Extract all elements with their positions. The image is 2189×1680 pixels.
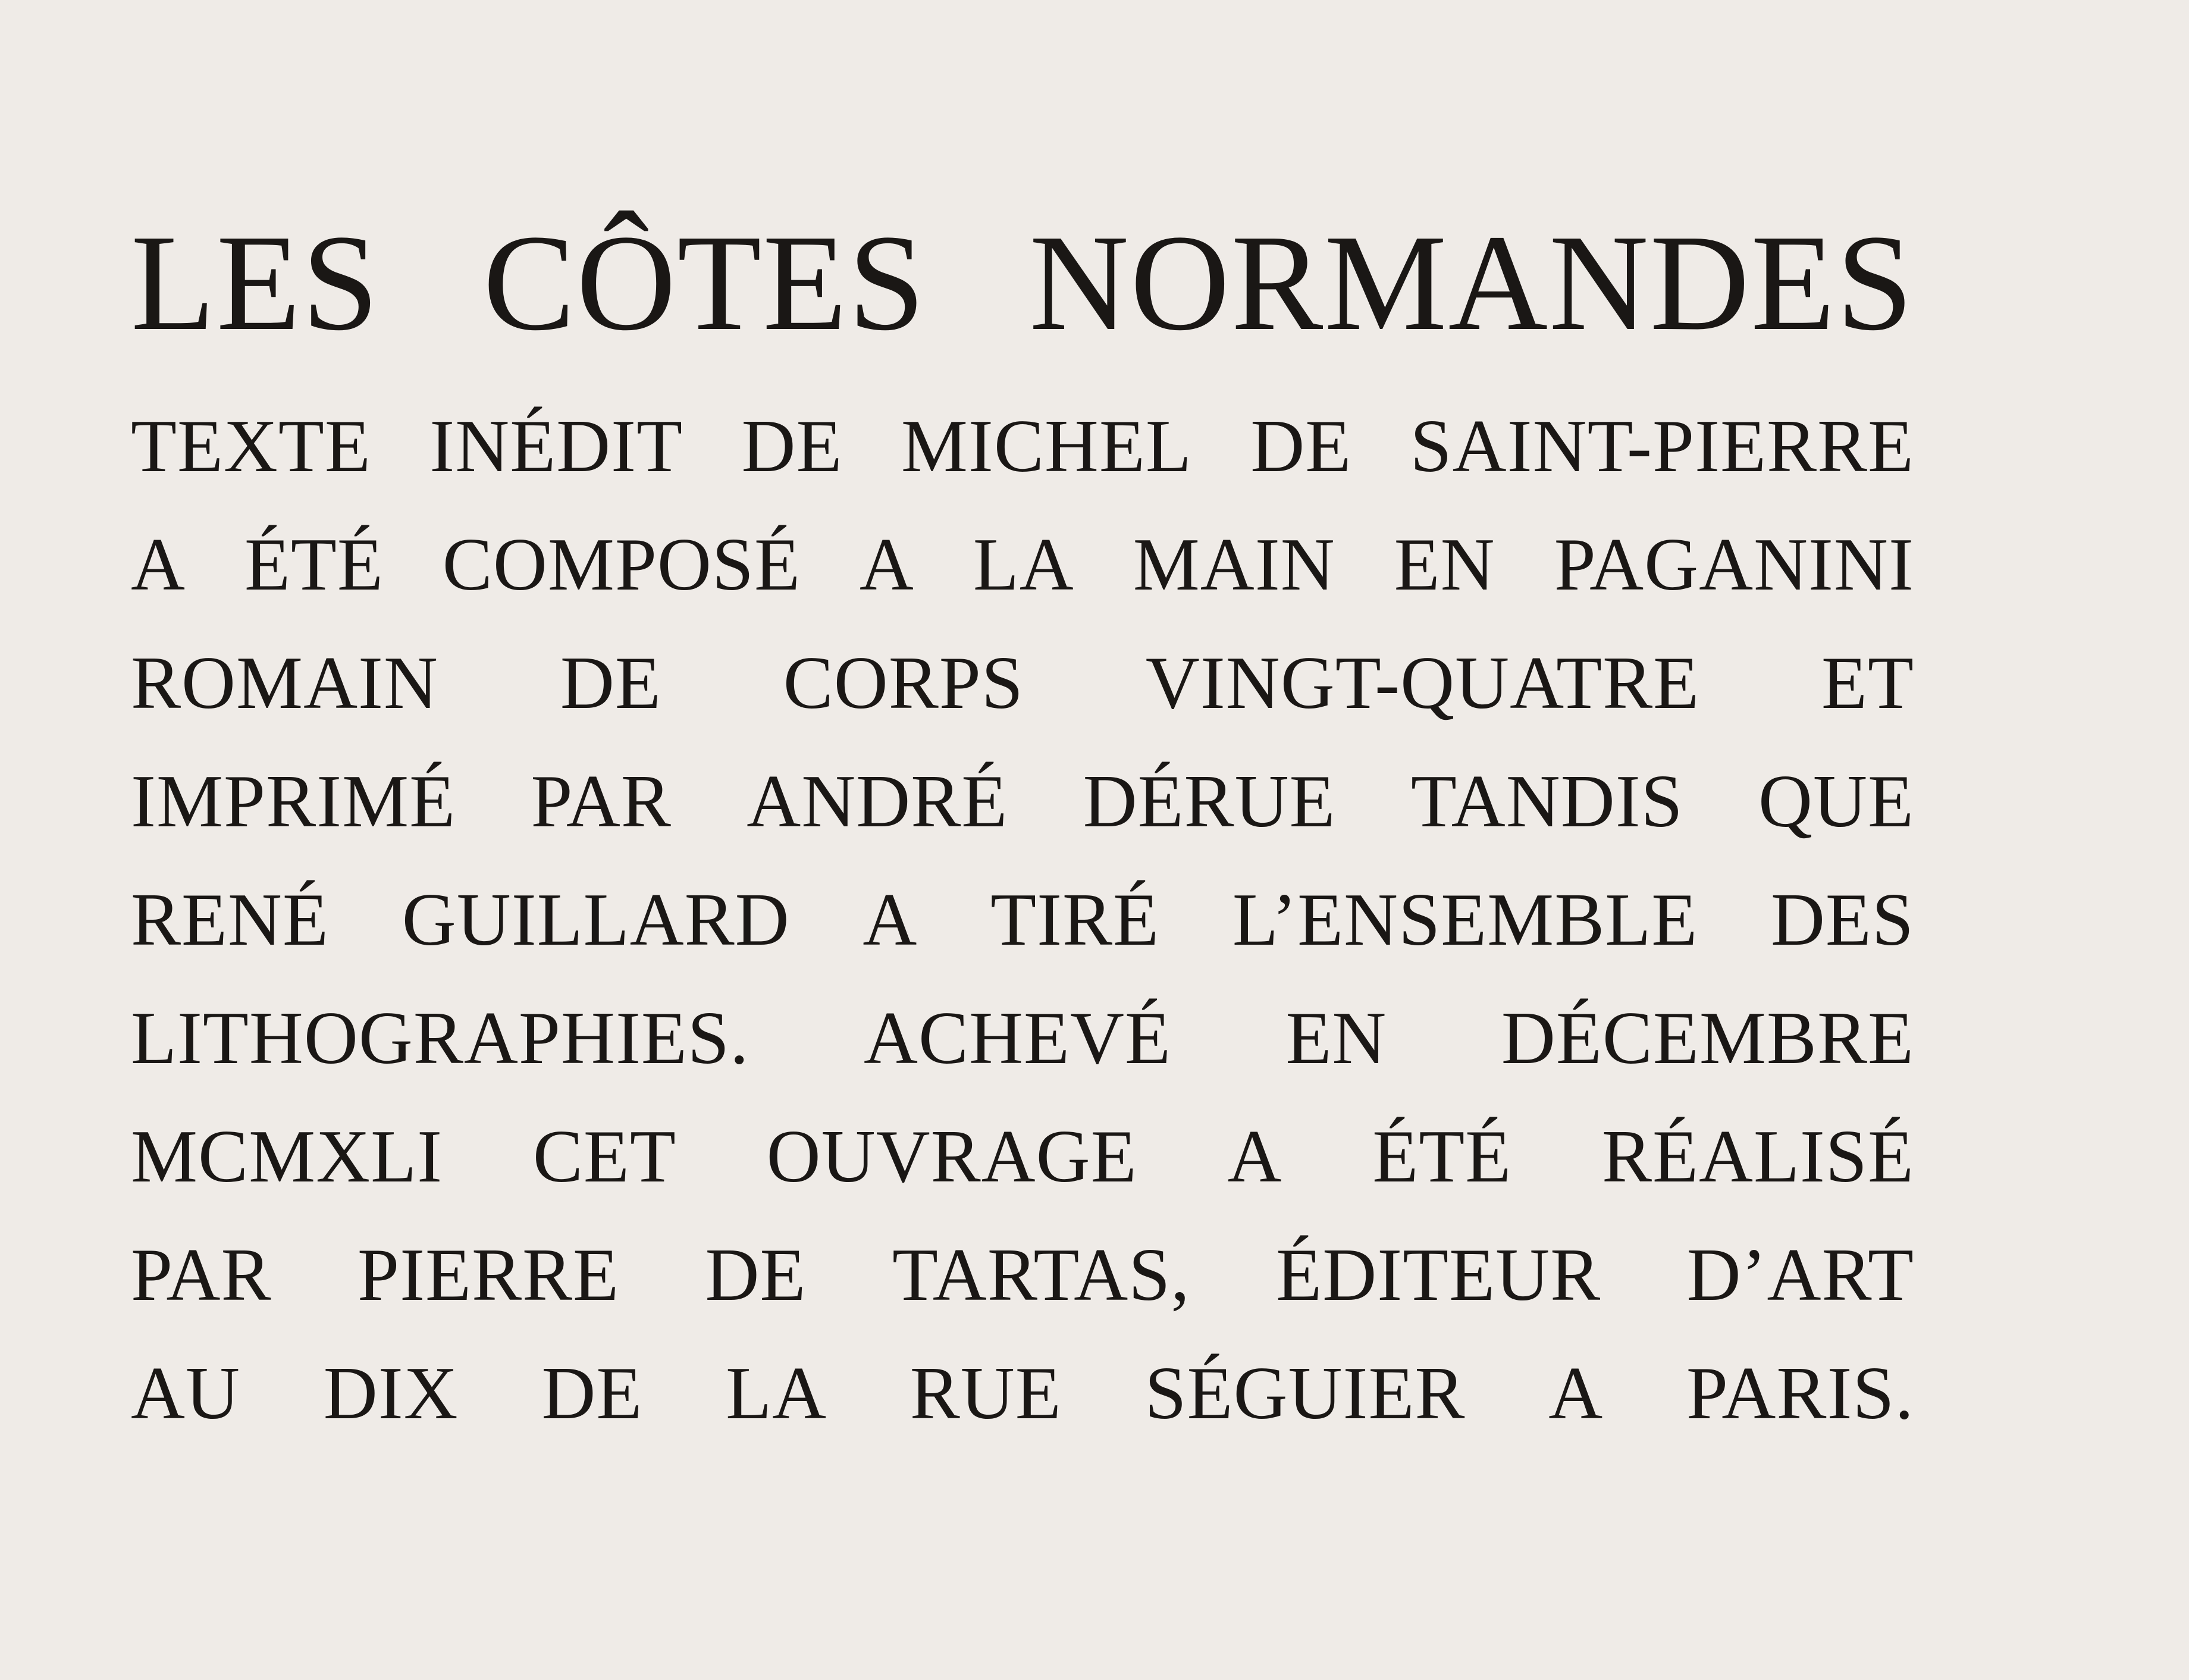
colophon-word: ÉDITEUR — [1276, 1234, 1601, 1317]
colophon-word: QUE — [1758, 760, 1914, 843]
colophon-word: A — [1548, 1352, 1604, 1435]
colophon-word: PAR — [531, 760, 672, 843]
colophon-text — [131, 206, 1914, 1435]
colophon-word: RENÉ — [131, 879, 329, 961]
colophon-word: NORMANDES — [1029, 206, 1914, 359]
colophon-word: LA — [726, 1352, 827, 1435]
colophon-title — [131, 206, 1914, 359]
colophon-word: TANDIS — [1410, 760, 1683, 843]
colophon-word: TIRÉ — [990, 879, 1160, 961]
colophon-word: ÉTÉ — [244, 524, 384, 606]
colophon-word: RÉALISÉ — [1601, 1115, 1914, 1198]
colophon-word: TARTAS, — [892, 1234, 1190, 1317]
colophon-word: DE — [705, 1234, 807, 1317]
colophon-line-3 — [131, 642, 1914, 725]
colophon-word: GUILLARD — [402, 879, 790, 961]
colophon-line-6 — [131, 997, 1914, 1080]
colophon-word: CET — [532, 1115, 676, 1198]
colophon-word: DÉCEMBRE — [1501, 997, 1914, 1080]
colophon-word: LA — [973, 524, 1074, 606]
colophon-line-9 — [131, 1352, 1914, 1435]
colophon-word: LES — [131, 206, 380, 359]
colophon-word: PAGANINI — [1554, 524, 1914, 606]
colophon-word: DE — [1250, 405, 1352, 488]
colophon-word: VINGT-QUATRE — [1145, 642, 1700, 725]
colophon-word: SÉGUIER — [1144, 1352, 1466, 1435]
colophon-word: DÉRUE — [1083, 760, 1336, 843]
colophon-line-5 — [131, 879, 1914, 961]
colophon-word: AU — [131, 1352, 240, 1435]
colophon-line-2 — [131, 524, 1914, 606]
colophon-word: PIERRE — [357, 1234, 620, 1317]
colophon-word: L’ENSEMBLE — [1232, 879, 1698, 961]
colophon-word: MCMXLI — [131, 1115, 443, 1198]
colophon-word: A — [863, 879, 918, 961]
colophon-word: D’ART — [1686, 1234, 1914, 1317]
colophon-line-7 — [131, 1115, 1914, 1198]
colophon-word: PAR — [131, 1234, 272, 1317]
colophon-word: INÉDIT — [429, 405, 683, 488]
colophon-word: ÉTÉ — [1372, 1115, 1512, 1198]
colophon-word: TEXTE — [131, 405, 371, 488]
colophon-word: DE — [541, 1352, 643, 1435]
colophon-word: COMPOSÉ — [442, 524, 801, 606]
colophon-word: LITHOGRAPHIES. — [131, 997, 749, 1080]
colophon-word: ET — [1821, 642, 1914, 725]
colophon-word: DES — [1770, 879, 1914, 961]
colophon-word: A — [1227, 1115, 1282, 1198]
colophon-word: ANDRÉ — [747, 760, 1008, 843]
colophon-word: DE — [741, 405, 843, 488]
colophon-word: CÔTES — [483, 206, 926, 359]
colophon-word: DE — [560, 642, 661, 725]
colophon-word: PARIS. — [1686, 1352, 1914, 1435]
colophon-word: A — [131, 524, 186, 606]
colophon-word: ACHEVÉ — [863, 997, 1171, 1080]
colophon-word: DIX — [323, 1352, 459, 1435]
colophon-word: SAINT-PIERRE — [1410, 405, 1914, 488]
colophon-line-1 — [131, 405, 1914, 488]
colophon-word: EN — [1285, 997, 1387, 1080]
colophon-line-8 — [131, 1234, 1914, 1317]
colophon-word: MICHEL — [901, 405, 1192, 488]
colophon-word: ROMAIN — [131, 642, 439, 725]
colophon-word: MAIN — [1133, 524, 1335, 606]
colophon-word: OUVRAGE — [766, 1115, 1137, 1198]
colophon-word: IMPRIMÉ — [131, 760, 456, 843]
colophon-word: RUE — [910, 1352, 1062, 1435]
colophon-word: A — [859, 524, 914, 606]
colophon-word: CORPS — [783, 642, 1024, 725]
colophon-word: EN — [1394, 524, 1495, 606]
colophon-line-4 — [131, 760, 1914, 843]
